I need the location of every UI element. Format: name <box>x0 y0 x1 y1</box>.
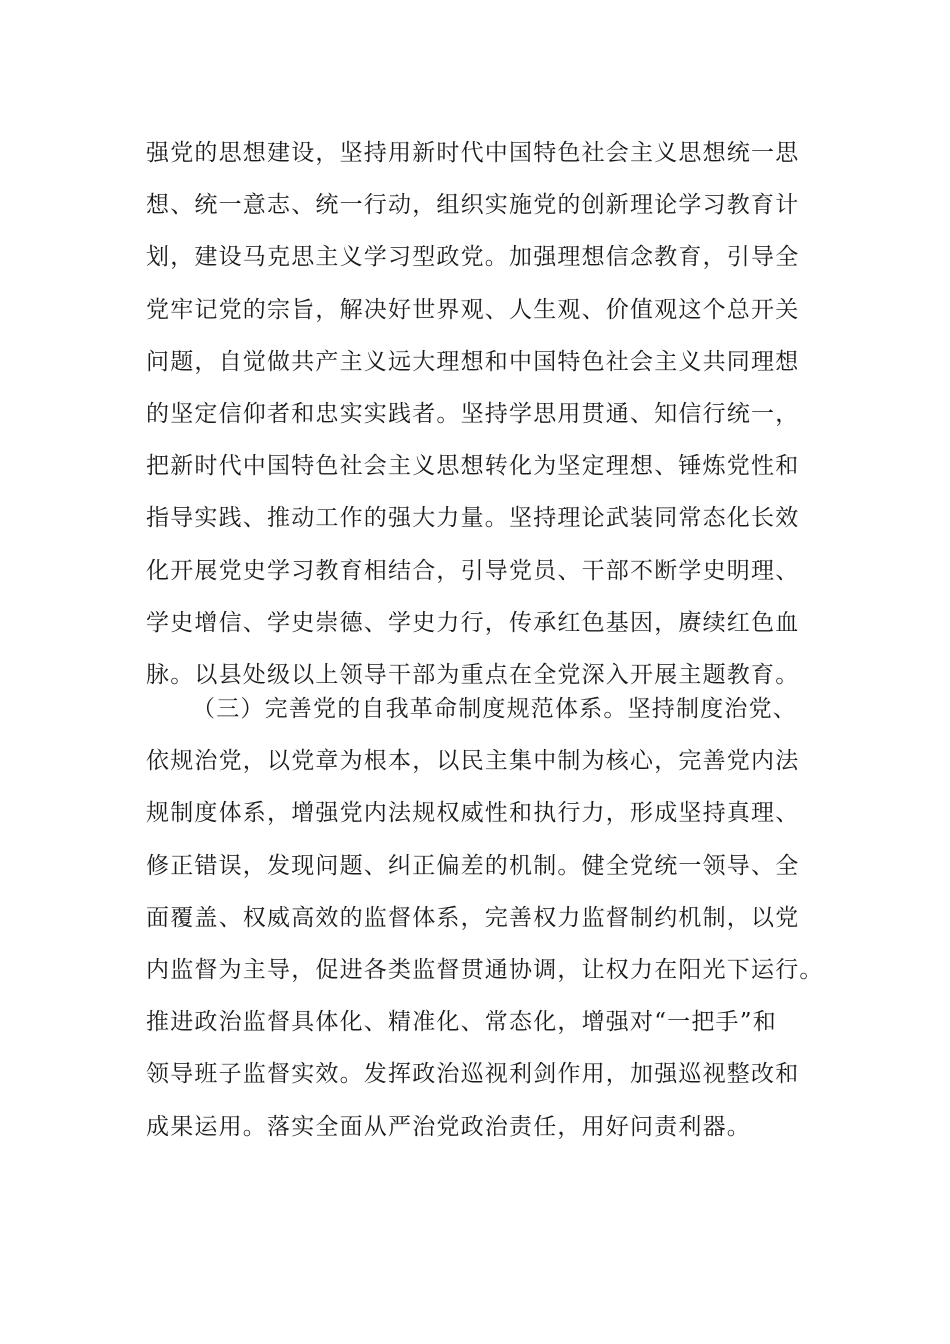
paragraph-line: 想、统一意志、统一行动，组织实施党的创新理论学习教育计 <box>146 192 800 219</box>
paragraph-line: 化开展党史学习教育相结合，引导党员、干部不断学史明理、 <box>146 557 800 584</box>
paragraph-line: 学史增信、学史崇德、学史力行，传承红色基因，赓续红色血 <box>146 609 800 636</box>
paragraph-line: 领导班子监督实效。发挥政治巡视利剑作用，加强巡视整改和 <box>146 1061 800 1088</box>
paragraph-line: 的坚定信仰者和忠实实践者。坚持学思用贯通、知信行统一， <box>146 400 800 427</box>
paragraph-line: 成果运用。落实全面从严治党政治责任，用好问责利器。 <box>146 1113 751 1140</box>
paragraph-2 <box>146 683 824 1153</box>
paragraph-1 <box>146 127 806 701</box>
paragraph-line: 问题，自觉做共产主义远大理想和中国特色社会主义共同理想 <box>146 348 800 375</box>
paragraph-line: 脉。以县处级以上领导干部为重点在全党深入开展主题教育。 <box>146 661 800 688</box>
paragraph-line: 规制度体系，增强党内法规权威性和执行力，形成坚持真理、 <box>146 800 800 827</box>
paragraph-line: 指导实践、推动工作的强大力量。坚持理论武装同常态化长效 <box>146 505 800 532</box>
section-heading-line: （三）完善党的自我革命制度规范体系。坚持制度治党、 <box>192 696 797 722</box>
paragraph-line: 推进政治监督具体化、精准化、常态化，增强对“一把手”和 <box>146 1009 777 1036</box>
paragraph-line: 面覆盖、权威高效的监督体系，完善权力监督制约机制，以党 <box>146 904 800 931</box>
paragraph-line: 强党的思想建设，坚持用新时代中国特色社会主义思想统一思 <box>146 140 800 166</box>
paragraph-line: 把新时代中国特色社会主义思想转化为坚定理想、锤炼党性和 <box>146 453 800 480</box>
paragraph-line: 党牢记党的宗旨，解决好世界观、人生观、价值观这个总开关 <box>146 296 800 323</box>
paragraph-line: 依规治党，以党章为根本，以民主集中制为核心，完善党内法 <box>146 748 800 775</box>
paragraph-line: 内监督为主导，促进各类监督贯通协调，让权力在阳光下运行。 <box>146 956 824 983</box>
paragraph-line: 划，建设马克思主义学习型政党。加强理想信念教育，引导全 <box>146 244 800 271</box>
paragraph-line: 修正错误，发现问题、纠正偏差的机制。健全党统一领导、全 <box>146 852 800 879</box>
